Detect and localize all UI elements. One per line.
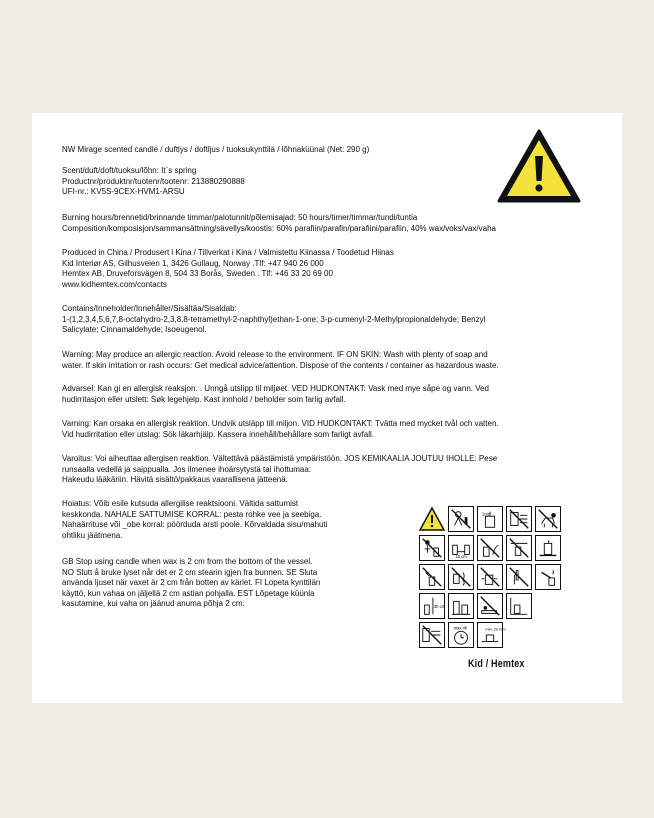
no-pets-icon (535, 506, 561, 532)
stop-use-block (62, 557, 320, 610)
no-shelf-icon (506, 535, 532, 561)
hemtex-address: Hemtex AB, Druveforsvägen 8, 504 33 Borås, Sweden . Tlf: +46 33 20 69 00 (62, 269, 333, 278)
min-20mm-icon (477, 622, 506, 648)
warning-triangle-icon (496, 128, 582, 204)
product-number: Productnr/produktnr/tuotenr/tootenr: 213880290888 (62, 176, 245, 186)
contains-label: Contains/Inneholder/Innehåller/Sisältäa/Sisaldab: (62, 304, 237, 313)
distance-30cm-icon (419, 593, 445, 619)
warning-fi-line: Hakeudu lääkäriin. Hävitä sisältö/pakkaus vaarallisena jätteenä. (62, 475, 288, 484)
product-info-block (62, 166, 245, 198)
producer-block (62, 248, 394, 290)
website: www.kidhemtex.com/contacts (62, 279, 167, 289)
warning-en-line: Warning: May produce an allergic reaction. Avoid release to the environment. IF ON SKIN: Wash with plenty of soap and (62, 350, 488, 359)
product-title: NW Mirage scented candle / duftlys / doftljus / tuoksukynttilä / lõhnaküünal (Net: 290 g) (62, 145, 370, 154)
brand-logo: Kid / Hemtex (468, 658, 525, 670)
produced-in: Produced in China / Produsert i Kina / Tillverkat i Kina / Valmistettu Kiinassa / Toodetud Hiinas (62, 248, 394, 257)
contains-block (62, 304, 485, 336)
stop-use-line: GB Stop using candle when wax is 2 cm from the bottom of the vessel. (62, 557, 313, 566)
no-draft-icon (506, 506, 532, 532)
no-touch-icon (506, 564, 532, 590)
no-corner-icon (506, 593, 532, 619)
stop-use-line: käyttö, kun vahaa on jäljellä 2 cm astian pohjalla. EST Lõpetage küünla (62, 588, 315, 598)
candle-distance-icon (448, 535, 474, 561)
warning-fi-line: Varoitus: Voi aiheuttaa allergisen reaktion. Vältettävä päästämistä ympäristöön. JOS KEMIKAALIA JOUTUU IHOLLE: Pese (62, 454, 498, 463)
contains-line: Salicylate; Cinnamaldehyde; Isoeugenol. (62, 325, 207, 334)
no-children-icon (448, 506, 474, 532)
svg-text:max 4h: max 4h (453, 625, 468, 631)
trim-wick-icon (477, 506, 503, 532)
warning-ee-line: Hoiatus: Võib esile kutsuda allergilise reaktsiooni. Vältida sattumist (62, 499, 299, 508)
no-water-extinguish-icon (419, 564, 445, 590)
stop-use-line: NO Slutt å bruke lyset når det er 2 cm stearin igjen fra bunnen. SE Sluta (62, 567, 318, 577)
burning-hours: Burning hours/brennetid/brinnande timmar/palotunnit/põlemisajad: 50 hours/timer/timmar/tundi/tuntia (62, 213, 418, 222)
max-burn-icon (448, 593, 474, 619)
svg-text:1cm: 1cm (481, 511, 491, 517)
scent-line: Scent/duft/doft/tuoksu/lõhn: It`s spring (62, 166, 197, 175)
warning-no-line: Advarsel: Kan gi en allergisk reaksjon. . Unngå utslipp til miljøet. VED HUDKONTAKT: Vask med mye såpe og vann. Ved (62, 384, 489, 393)
no-move-lit-icon (477, 564, 503, 590)
warning-no-block (62, 384, 489, 405)
warning-en-block (62, 350, 499, 371)
warning-fi-block (62, 454, 497, 486)
no-sleep-icon (477, 593, 503, 619)
max-4h-icon (448, 622, 474, 648)
warning-ee-line: keskkonda. NAHALE SATTUMISE KORRAL: pesta rohke vee ja seebiga. (62, 509, 322, 519)
snuff-out-icon (535, 564, 561, 590)
no-flammable-icon (477, 535, 503, 561)
warning-ee-line: Nahaärrituse või _obe korral: pöörduda arsti poole. Kõrvaldada sisu/mahuti (62, 520, 328, 529)
warning-se-line: Varning: Kan orsaka en allergisk reaktion. Undvik utsläpp till miljon. VID HUDKONTAKT: Tvätta med mycket tvål och vatten. (62, 419, 499, 428)
stop-use-line: använda ljuset när vaxet är 2 cm från botten av kärlet. FI Lopeta kynttilän (62, 578, 321, 587)
small-warning-icon (419, 506, 445, 532)
label-card (32, 113, 622, 703)
ufi-number: UFI-nr.: KV5S-9CEX-HVM1-ARSU (62, 187, 185, 196)
no-near-heat-icon (448, 564, 474, 590)
warning-en-line: water. If skin irritation or rash occurs: Get medical advice/attention. Dispose of the contents / container as hazardous waste. (62, 360, 499, 370)
warning-se-line: Vid hudirritation eller utslag: Sök läkarhjälp. Kassera innehåll/behållare som farligt avfall. (62, 429, 375, 439)
svg-text:10 cm: 10 cm (455, 554, 467, 560)
composition: Composition/komposisjon/sammansättning/sävellys/koostis: 60% parafiin/parafin/parafiini/parafiin, 40% wax/voks/vax/vaha (62, 223, 496, 233)
kid-address: Kid Interiør AS, Gilhusveien 1, 3426 Gullaug, Norway .Tlf: +47 940 26 000 (62, 258, 324, 268)
svg-text:30 cm: 30 cm (433, 603, 446, 609)
warning-se-block (62, 419, 499, 440)
warning-ee-line: ohtliku jäätmena. (62, 530, 123, 540)
burning-block (62, 213, 496, 234)
warning-fi-line: runsaalla vedellä ja saippualla. Jos ilmenee ihoärsytystä tai ihottumaa: (62, 464, 312, 474)
warning-no-line: hudirritasjon eller utslett: Søk legehjelp. Kast innhold / beholder som farlig avfall. (62, 394, 346, 404)
unattended-icon (419, 535, 445, 561)
no-drafts-window-icon (419, 622, 445, 648)
warning-ee-block (62, 499, 327, 541)
product-title-block (62, 145, 369, 156)
contains-line: 1-(1,2,3,4,5,6,7,8-octahydro-2,3,8,8-tetramethyl-2-naphthyl)ethan-1-one; 3-p-cumenyl-2-Methylpropionaldehyde; Benzyl (62, 314, 486, 324)
svg-text:min. 20 mm: min. 20 mm (485, 626, 506, 632)
stop-use-line: kasutamine, kui vaha on jäänud anuma põhja 2 cm. (62, 599, 245, 608)
heat-resistant-surface-icon (535, 535, 561, 561)
